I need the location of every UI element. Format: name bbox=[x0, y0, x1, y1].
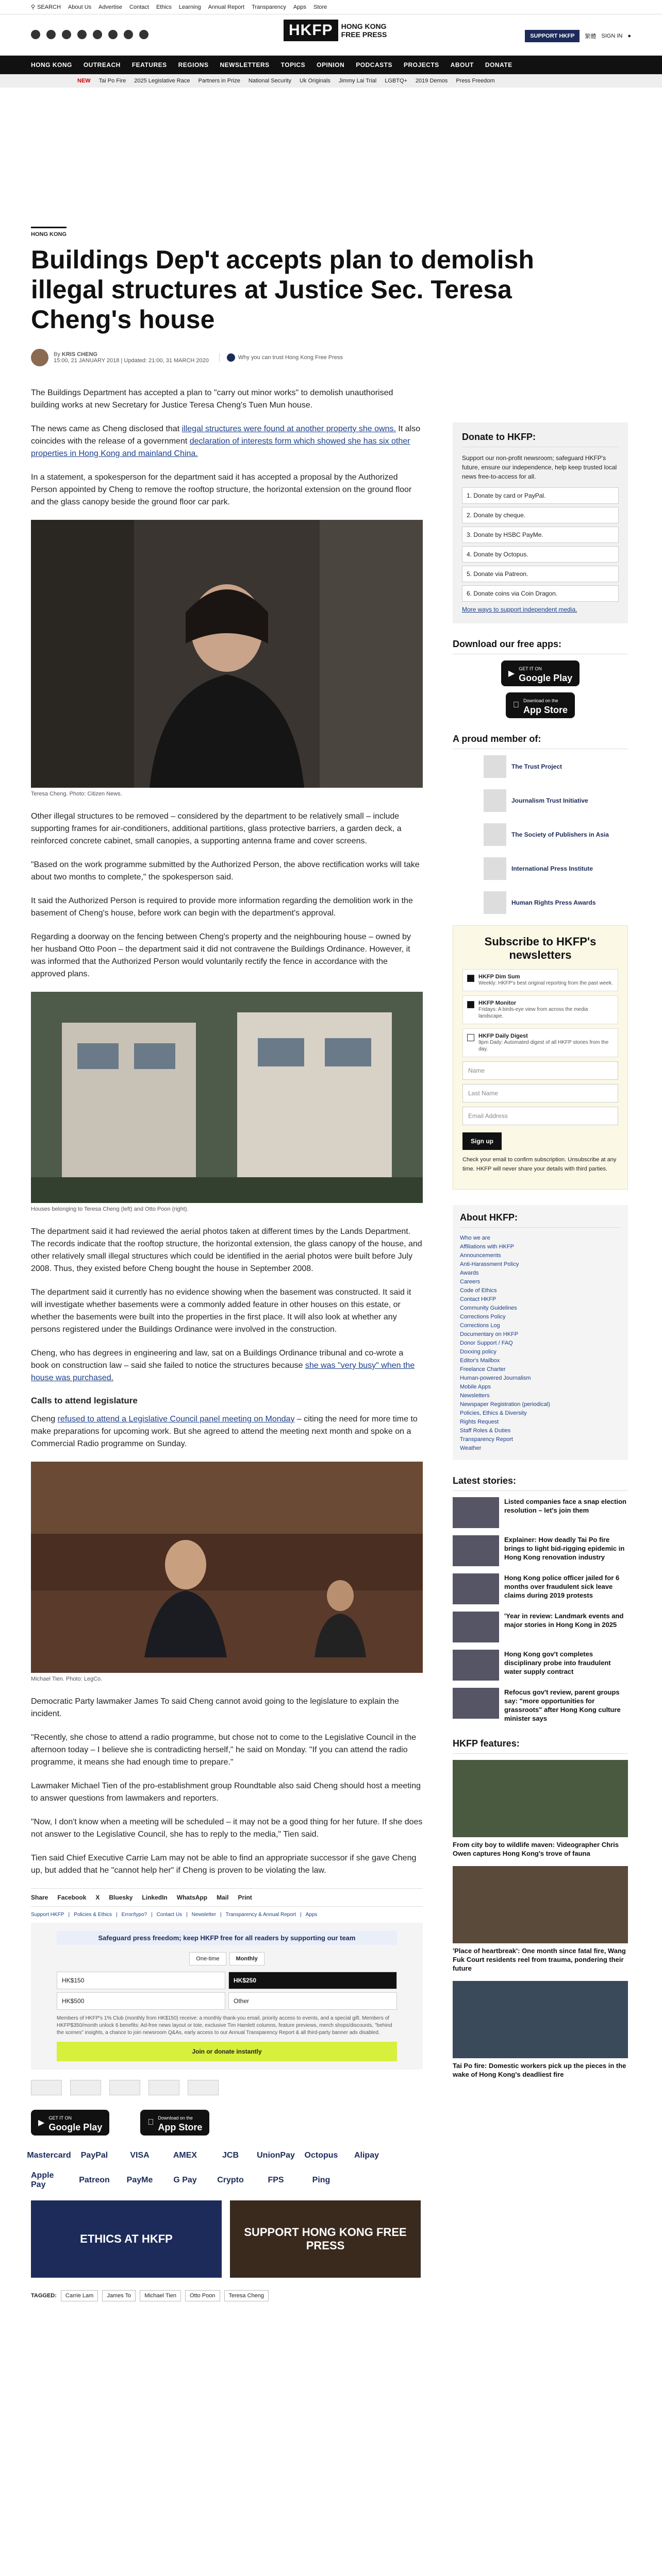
app-store-button[interactable]: Download on the App Store bbox=[506, 692, 575, 718]
share-linkedin-button[interactable]: LinkedIn bbox=[142, 1894, 168, 1901]
donate-description: Support our non-profit newsroom; safeguard HKFP's future, ensure our independence, help keep trusted local news free-to-access for all. bbox=[462, 454, 617, 480]
tab-one-time[interactable]: One-time bbox=[189, 1952, 226, 1965]
amount-option-other[interactable]: Other bbox=[228, 1992, 397, 2010]
trending-link[interactable]: National Security bbox=[248, 78, 291, 84]
about-link[interactable]: Mobile Apps bbox=[460, 1384, 491, 1390]
newsletter-link[interactable]: Newsletter bbox=[191, 1912, 217, 1918]
feature-title[interactable]: Tai Po fire: Domestic workers pick up the pieces in the wake of Hong Kong's deadliest fire bbox=[453, 2062, 626, 2078]
payment-methods bbox=[27, 2148, 423, 2189]
jti-logo[interactable] bbox=[70, 2080, 101, 2095]
about-link[interactable]: Corrections Log bbox=[460, 1323, 500, 1329]
telegram-icon[interactable] bbox=[124, 30, 133, 39]
author-name[interactable]: KRIS CHENG bbox=[61, 351, 97, 358]
donate-note: Members of HKFP's 1% Club (monthly from HK$150) receive: a monthly thank-you email, priority access to events, and a special gift. Members of HKFP$350/month unlock 6 benefits: Ad-free news layout or tote, exclusive Tim Hamlett columns, feature previews, merch shops/discounts, "behind the scenes" insights, a chance to join newsroom Q&As, early access to our Annual Transparency Report & all third-party banner ads disabled. bbox=[57, 2015, 392, 2036]
nav-item[interactable]: TOPICS bbox=[280, 61, 306, 69]
topbar-link[interactable]: Ethics bbox=[156, 4, 172, 10]
payment-logo: Alipay bbox=[354, 2151, 379, 2160]
photo-caption: Teresa Cheng. Photo: Citizen News. bbox=[31, 791, 122, 797]
sidebar-heading: Latest stories: bbox=[453, 1476, 628, 1491]
support-link[interactable]: Support HKFP bbox=[31, 1912, 64, 1918]
contact-link[interactable]: Contact Us bbox=[156, 1912, 183, 1918]
hrpa-logo[interactable] bbox=[188, 2080, 219, 2095]
amount-option[interactable]: HK$500 bbox=[57, 1992, 225, 2010]
about-link[interactable]: Community Guidelines bbox=[460, 1305, 517, 1311]
about-link[interactable]: Affiliations with HKFP bbox=[460, 1244, 514, 1250]
join-donate-button[interactable]: Join or donate instantly bbox=[57, 2042, 397, 2061]
payment-logo: PayPal bbox=[80, 2151, 108, 2160]
sidebar-heading: Donate to HKFP: bbox=[462, 432, 619, 447]
feature-image[interactable] bbox=[453, 1760, 628, 1837]
more-ways-link[interactable]: More ways to support independent media. bbox=[462, 606, 577, 613]
story-thumbnail bbox=[453, 1612, 499, 1642]
sign-up-button[interactable]: Sign up bbox=[462, 1132, 502, 1150]
section-heading: Calls to attend legislature bbox=[31, 1396, 138, 1405]
share-x-button[interactable]: X bbox=[95, 1894, 100, 1901]
payment-logo: JCB bbox=[222, 2151, 239, 2160]
member-org[interactable]: Journalism Trust Initiative bbox=[453, 789, 628, 812]
nav-item[interactable]: NEWSLETTERS bbox=[220, 61, 270, 69]
sidebar-store-buttons bbox=[453, 660, 628, 718]
logo-mark: HKFP bbox=[284, 20, 338, 41]
ethics-banner[interactable]: ETHICS AT HKFP bbox=[31, 2200, 222, 2278]
org-logo bbox=[484, 823, 506, 846]
trending-link[interactable]: 2019 Demos bbox=[415, 78, 448, 84]
paragraph: Regarding a doorway on the fencing between Cheng's property and the neighbouring house – owned by her husband Otto Poon – the department said it did not contravene the Buildings Ordinance. However, it was informed that the Authorized Person would voluntarily rectify the fence in accordance with the approved plans. bbox=[31, 933, 411, 978]
photo-caption: Houses belonging to Teresa Cheng (left) and Otto Poon (right). bbox=[31, 1206, 189, 1212]
about-link[interactable]: Weather bbox=[460, 1445, 482, 1451]
play-icon: ▶ bbox=[508, 669, 515, 678]
about-link[interactable]: Staff Roles & Duties bbox=[460, 1428, 511, 1434]
byline-text: By KRIS CHENG 15:00, 21 JANUARY 2018 | Updated: 21:00, 31 MARCH 2020 bbox=[54, 351, 209, 364]
trending-link[interactable]: Press Freedom bbox=[456, 78, 495, 84]
topbar-link[interactable]: Apps bbox=[293, 4, 306, 10]
checkbox[interactable] bbox=[467, 1034, 474, 1041]
topbar-link[interactable]: About Us bbox=[68, 4, 92, 10]
trending-link[interactable]: LGBTQ+ bbox=[385, 78, 407, 84]
donate-option[interactable]: 4. Donate by Octopus. bbox=[462, 546, 619, 563]
about-link[interactable]: Documentary on HKFP bbox=[460, 1331, 519, 1337]
tag[interactable]: Otto Poon bbox=[185, 2290, 220, 2301]
play-icon: ▶ bbox=[38, 2119, 45, 2127]
org-logo bbox=[484, 789, 506, 812]
paragraph: In a statement, a spokesperson for the department said it has accepted a proposal by the Authorized Person appointed by Cheng to remove the rooftop structure, the horizontal extension on the ground floor and the glass canopy beside the ground floor car park. bbox=[31, 473, 412, 506]
story-item[interactable]: Hong Kong police officer jailed for 6 months over fraudulent sick leave claims during 2019 protests bbox=[453, 1573, 628, 1604]
about-link[interactable]: Editor's Mailbox bbox=[460, 1358, 500, 1364]
updated-date: Updated: 21:00, 31 MARCH 2020 bbox=[124, 358, 209, 364]
paragraph: "Now, I don't know when a meeting will be scheduled – it may not be a good thing for her future. If she does not answer to the Legislative Council, she has to reply to the media," Tien said. bbox=[31, 1818, 423, 1839]
paragraph: The Buildings Department has accepted a plan to "carry out minor works" to demolish unauthorised building works at new Secretary for Justice Teresa Cheng's Tuen Mun house. bbox=[31, 388, 393, 410]
apps-link[interactable]: Apps bbox=[305, 1912, 318, 1918]
inline-link[interactable]: illegal structures were found at another property she owns. bbox=[181, 425, 396, 433]
policies-link[interactable]: Policies & Ethics bbox=[74, 1912, 112, 1918]
features-panel bbox=[453, 1738, 628, 2079]
tag-list bbox=[31, 2290, 423, 2301]
about-link[interactable]: Careers bbox=[460, 1279, 481, 1285]
topbar-link[interactable]: Store bbox=[313, 4, 327, 10]
tag[interactable]: Michael Tien bbox=[140, 2290, 181, 2301]
top-utility-bar bbox=[0, 0, 662, 14]
about-link[interactable]: Announcements bbox=[460, 1252, 501, 1259]
photo-houses bbox=[31, 992, 423, 1203]
trending-link[interactable]: Tai Po Fire bbox=[98, 78, 126, 84]
payment-logo: Crypto bbox=[217, 2176, 244, 2184]
about-link[interactable]: Anti-Harassment Policy bbox=[460, 1261, 519, 1267]
donate-header: Safeguard press freedom; keep HKFP free for all readers by supporting our team bbox=[57, 1931, 397, 1945]
newsletter-option[interactable]: HKFP Monitor Fridays: A birds-eye view from across the media landscape. bbox=[462, 995, 618, 1024]
language-switch[interactable]: 繁體 bbox=[585, 33, 597, 40]
about-link[interactable]: Contact HKFP bbox=[460, 1296, 496, 1302]
trending-link[interactable]: 2025 Legislative Race bbox=[134, 78, 190, 84]
story-item[interactable]: Hong Kong gov't completes disciplinary probe into fraudulent water supply contract bbox=[453, 1650, 628, 1681]
payment-logo: VISA bbox=[130, 2151, 150, 2160]
paragraph: "Based on the work programme submitted by the Authorized Person, the above rectification works will take about two months to complete," the spokesperson said. bbox=[31, 860, 420, 882]
sidebar bbox=[453, 422, 628, 2087]
about-link[interactable]: Newspaper Registration (periodical) bbox=[460, 1401, 550, 1408]
payment-logo: Octopus bbox=[304, 2151, 338, 2160]
newsletter-title: Subscribe to HKFP's newsletters bbox=[484, 935, 597, 961]
sign-in-link[interactable]: SIGN IN bbox=[601, 33, 623, 39]
sidebar-heading: A proud member of: bbox=[453, 734, 628, 749]
email-field[interactable]: Email Address bbox=[462, 1107, 618, 1125]
about-link[interactable]: Awards bbox=[460, 1270, 479, 1276]
youtube-icon[interactable] bbox=[77, 30, 87, 39]
sidebar-heading: Download our free apps: bbox=[453, 639, 628, 654]
donate-option[interactable]: 3. Donate by HSBC PayMe. bbox=[462, 527, 619, 543]
paragraph: Tien said Chief Executive Carrie Lam may not be able to find an appropriate successor if she gave Cheng up, but added that he "cannot help her" if Cheng is proven to be violating the law. bbox=[31, 1854, 417, 1875]
payment-logo: Mastercard bbox=[27, 2151, 71, 2160]
donate-panel bbox=[453, 422, 628, 623]
rss-icon[interactable] bbox=[139, 30, 148, 39]
donate-widget bbox=[31, 1923, 423, 2070]
member-panel bbox=[453, 734, 628, 914]
donate-option[interactable]: 5. Donate via Patreon. bbox=[462, 566, 619, 582]
trending-link[interactable]: Jimmy Lai Trial bbox=[338, 78, 377, 84]
share-bluesky-button[interactable]: Bluesky bbox=[109, 1894, 133, 1901]
nav-item[interactable]: DONATE bbox=[485, 61, 512, 69]
sidebar-heading: HKFP features: bbox=[453, 1738, 628, 1754]
donate-option[interactable]: 2. Donate by cheque. bbox=[462, 507, 619, 523]
paragraph: "Recently, she chose to attend a radio programme, but chose not to come to the Legislative Council in the afternoon today – I believe she is contradicting herself," he said on Monday. "If you can attend the radio programme, it means she had enough time to prepare." bbox=[31, 1733, 417, 1767]
paragraph: It said the Authorized Person is required to provide more information regarding the demolition work in the basement of Cheng's house, before work can begin with the department's approval. bbox=[31, 896, 413, 918]
photo-teresa-cheng bbox=[31, 520, 423, 788]
paragraph: Lawmaker Michael Tien of the pro-establishment group Roundtable also said Cheng should host a meeting to answer questions from lawmakers and reporters. bbox=[31, 1782, 421, 1803]
nav-item[interactable]: ABOUT bbox=[450, 61, 474, 69]
linkedin-icon[interactable] bbox=[93, 30, 102, 39]
facebook-icon[interactable] bbox=[31, 30, 40, 39]
header-actions bbox=[525, 30, 631, 42]
tag[interactable]: James To bbox=[102, 2290, 136, 2301]
search-link[interactable]: ⚲ SEARCH bbox=[31, 4, 61, 10]
checkbox[interactable] bbox=[467, 1001, 474, 1008]
user-icon[interactable]: ● bbox=[627, 33, 631, 39]
app-store-buttons bbox=[31, 2110, 423, 2136]
google-play-button[interactable]: ▶ GET IT ON Google Play bbox=[501, 660, 580, 686]
nav-item[interactable]: OPINION bbox=[317, 61, 345, 69]
payment-logo: UnionPay bbox=[257, 2151, 295, 2160]
google-play-button[interactable]: ▶ GET IT ON Google Play bbox=[31, 2110, 109, 2136]
newsletter-signup bbox=[453, 925, 628, 1190]
about-links bbox=[460, 1234, 621, 1453]
paragraph: Democratic Party lawmaker James To said Cheng cannot avoid going to the legislature to explain the incident. bbox=[31, 1697, 399, 1718]
byline bbox=[31, 349, 423, 366]
author-avatar bbox=[31, 349, 48, 366]
share-facebook-button[interactable]: Facebook bbox=[57, 1894, 87, 1901]
about-link[interactable]: Who we are bbox=[460, 1235, 490, 1241]
story-item[interactable]: 'Year in review: Landmark events and major stories in Hong Kong in 2025 bbox=[453, 1612, 628, 1642]
about-link[interactable]: Donor Support / FAQ bbox=[460, 1340, 513, 1346]
share-mail-button[interactable]: Mail bbox=[217, 1894, 229, 1901]
payment-logo: Patreon bbox=[79, 2176, 110, 2184]
app-store-button[interactable]: Download on the App Store bbox=[140, 2110, 209, 2136]
support-banner[interactable]: SUPPORT HONG KONG FREE PRESS bbox=[230, 2200, 421, 2278]
tagged-label: TAGGED: bbox=[31, 2293, 57, 2299]
topbar-link[interactable]: Contact bbox=[129, 4, 149, 10]
new-badge: NEW bbox=[77, 78, 91, 84]
member-org[interactable]: The Society of Publishers in Asia bbox=[453, 823, 628, 846]
trust-link[interactable]: Why you can trust Hong Kong Free Press bbox=[219, 353, 343, 362]
photo-illustration bbox=[31, 1462, 423, 1673]
nav-item[interactable]: PROJECTS bbox=[403, 61, 439, 69]
story-item[interactable]: Listed companies face a snap election resolution – let's join them bbox=[453, 1497, 628, 1528]
social-icons bbox=[31, 30, 148, 39]
payment-logo: Ping bbox=[312, 2176, 330, 2184]
article-category[interactable]: HONG KONG bbox=[31, 227, 67, 238]
topbar-link[interactable]: Advertise bbox=[98, 4, 123, 10]
latest-stories bbox=[453, 1476, 628, 1723]
nav-item[interactable]: FEATURES bbox=[131, 61, 167, 69]
trust-icon bbox=[227, 353, 235, 362]
transparency-link[interactable]: Transparency & Annual Report bbox=[225, 1912, 296, 1918]
org-logo bbox=[484, 755, 506, 778]
ipi-logo[interactable] bbox=[109, 2080, 140, 2095]
about-link[interactable]: Code of Ethics bbox=[460, 1287, 497, 1294]
search-icon: ⚲ bbox=[31, 4, 36, 10]
story-thumbnail bbox=[453, 1688, 499, 1719]
nav-item[interactable]: OUTREACH bbox=[83, 61, 121, 69]
donate-amounts bbox=[57, 1972, 397, 2010]
amount-option-selected[interactable]: HK$250 bbox=[228, 1972, 397, 1989]
paragraph: The department said it currently has no evidence showing when the basement was constructed. It said it will investigate whether basements were a commonly added feature in other houses on this estate, or whether the basements were built into the properties in the first place. It will also look at whether any persons registered under the Buildings Ordinance were involved in the construction. bbox=[31, 1288, 411, 1334]
feature-title[interactable]: 'Place of heartbreak': One month since fatal fire, Wang Fuk Court residents reel from trauma, pondering their future bbox=[453, 1947, 626, 1972]
paragraph: Cheng refused to attend a Legislative Council panel meeting on Monday – citing the need for more time to make preparations for upcoming work. But she agreed to attend the meeting next month and spoke on a Commercial Radio programme on Sunday. bbox=[31, 1415, 418, 1448]
share-whatsapp-button[interactable]: WhatsApp bbox=[176, 1894, 208, 1901]
payment-logo: AMEX bbox=[173, 2151, 197, 2160]
publish-date: 15:00, 21 JANUARY 2018 bbox=[54, 358, 120, 364]
promo-banners bbox=[31, 2200, 423, 2278]
about-link[interactable]: Newsletters bbox=[460, 1393, 490, 1399]
print-button[interactable]: Print bbox=[238, 1894, 252, 1901]
photo-michael-tien bbox=[31, 1462, 423, 1673]
partner-logos bbox=[31, 2080, 423, 2095]
about-link[interactable]: Corrections Policy bbox=[460, 1314, 506, 1320]
sopa-logo[interactable] bbox=[148, 2080, 179, 2095]
paragraph: Cheng, who has degrees in engineering and law, sat on a Buildings Ordinance tribunal and co-wrote a book on construction law – said she failed to notice the structures because she was "very busy" when the house was purchased. bbox=[31, 1349, 415, 1382]
checkbox[interactable] bbox=[467, 975, 474, 982]
share-bar bbox=[31, 1888, 423, 1907]
tab-monthly[interactable]: Monthly bbox=[229, 1952, 264, 1965]
about-panel bbox=[453, 1205, 628, 1460]
topbar-link[interactable]: Learning bbox=[178, 4, 201, 10]
trending-bar bbox=[0, 74, 662, 88]
member-org[interactable]: International Press Institute bbox=[453, 857, 628, 880]
threads-icon[interactable] bbox=[108, 30, 118, 39]
paragraph: Other illegal structures to be removed – considered by the department to be relatively small – include supporting frames for air-conditioners, additional partitions, glass protective barriers, a garden deck, a reinforced concrete cabinet, small canopies, a supporting antenna frame and cover screens. bbox=[31, 812, 402, 845]
nav-item[interactable]: HONG KONG bbox=[31, 61, 72, 69]
photo-caption: Michael Tien. Photo: LegCo. bbox=[31, 1676, 103, 1682]
story-thumbnail bbox=[453, 1573, 499, 1604]
inline-link[interactable]: declaration of interests form which showed she has six other properties in Hong Kong and mainland China. bbox=[31, 437, 410, 458]
sidebar-heading: About HKFP: bbox=[460, 1212, 621, 1228]
feature-image[interactable] bbox=[453, 1866, 628, 1943]
tag[interactable]: Carrie Lam bbox=[61, 2290, 98, 2301]
amount-option[interactable]: HK$150 bbox=[57, 1972, 225, 1989]
footer-article-links: Support HKFP | Policies & Ethics | Error/typo? | Contact Us | Newsletter | Transparency & Annual Report | Apps bbox=[31, 1912, 318, 1918]
photo-illustration bbox=[31, 520, 423, 788]
newsletter-note: Check your email to confirm subscription. Unsubscribe at any time. HKFP will never share your details with third parties. bbox=[462, 1157, 617, 1172]
story-item[interactable]: Refocus gov't review, parent groups say: "more opportunities for grassroots" after Hong Kong culture minister says bbox=[453, 1688, 628, 1723]
story-item[interactable]: Explainer: How deadly Tai Po fire brings to light bid-rigging epidemic in Hong Kong renovation industry bbox=[453, 1535, 628, 1566]
payment-logo: FPS bbox=[268, 2176, 284, 2184]
topbar-link[interactable]: Transparency bbox=[252, 4, 286, 10]
about-link[interactable]: Rights Request bbox=[460, 1419, 499, 1425]
last-name-field[interactable]: Last Name bbox=[462, 1084, 618, 1103]
paragraph: The news came as Cheng disclosed that illegal structures were found at another property she owns. It also coincides with the release of a government declaration of interests form which showed she has six other properties in Hong Kong and mainland China. bbox=[31, 425, 421, 458]
nav-item[interactable]: PODCASTS bbox=[356, 61, 392, 69]
trust-project-logo[interactable] bbox=[31, 2080, 62, 2095]
masthead bbox=[0, 14, 662, 56]
share-label: Share bbox=[31, 1894, 48, 1901]
payment-logo: Apple Pay bbox=[31, 2171, 54, 2189]
newsletter-option[interactable]: HKFP Daily Digest 9pm Daily: Automated digest of all HKFP stories from the day. bbox=[462, 1028, 618, 1057]
apple-icon bbox=[513, 701, 519, 710]
paragraph: The department said it had reviewed the aerial photos taken at different times by the Lands Department. The records indicate that the rooftop structure, the horizontal extension, the glass canopy of the house, and other relatively small illegal structures which could be identified in the aerial photos were built before July 2008. Thus, they existed before Cheng bought the house in September 2008. bbox=[31, 1227, 422, 1273]
donate-option[interactable]: 6. Donate coins via Coin Dragon. bbox=[462, 585, 619, 602]
tag[interactable]: Teresa Cheng bbox=[224, 2290, 269, 2301]
error-link[interactable]: Error/typo? bbox=[121, 1912, 147, 1918]
story-thumbnail bbox=[453, 1535, 499, 1566]
about-link[interactable]: Policies, Ethics & Diversity bbox=[460, 1410, 527, 1416]
support-hkfp-button[interactable]: SUPPORT HKFP bbox=[525, 30, 580, 42]
hkfp-logo[interactable] bbox=[284, 20, 387, 41]
payment-logo: G Pay bbox=[173, 2176, 197, 2184]
logo-text: HONG KONG FREE PRESS bbox=[341, 22, 387, 39]
member-org[interactable]: The Trust Project bbox=[453, 755, 628, 778]
photo-illustration bbox=[31, 992, 423, 1203]
trending-link[interactable]: Uk Originals bbox=[299, 78, 330, 84]
payment-logo: PayMe bbox=[126, 2176, 153, 2184]
feature-title[interactable]: From city boy to wildlife maven: Videographer Chris Owen captures Hong Kong's trove of fauna bbox=[453, 1841, 619, 1857]
main-nav bbox=[0, 56, 662, 74]
inline-link[interactable]: she was "very busy" when the house was purchased. bbox=[31, 1361, 415, 1382]
donate-option[interactable]: 1. Donate by card or PayPal. bbox=[462, 487, 619, 504]
about-link[interactable]: Transparency Report bbox=[460, 1436, 513, 1443]
org-logo bbox=[484, 857, 506, 880]
inline-link[interactable]: refused to attend a Legislative Council panel meeting on Monday bbox=[57, 1415, 295, 1423]
about-link[interactable]: Human-powered Journalism bbox=[460, 1375, 531, 1381]
story-thumbnail bbox=[453, 1497, 499, 1528]
apple-icon bbox=[147, 2118, 154, 2127]
first-name-field[interactable]: Name bbox=[462, 1061, 618, 1080]
topbar-link[interactable]: Annual Report bbox=[208, 4, 245, 10]
org-logo bbox=[484, 891, 506, 914]
instagram-icon[interactable] bbox=[62, 30, 71, 39]
article-title: Buildings Dep't accepts plan to demolish illegal structures at Justice Sec. Teresa Cheng's house bbox=[31, 245, 534, 334]
feature-image[interactable] bbox=[453, 1981, 628, 2058]
about-link[interactable]: Freelance Charter bbox=[460, 1366, 506, 1372]
apps-panel bbox=[453, 639, 628, 718]
story-thumbnail bbox=[453, 1650, 499, 1681]
about-link[interactable]: Doxxing policy bbox=[460, 1349, 496, 1355]
nav-item[interactable]: REGIONS bbox=[178, 61, 209, 69]
newsletter-option[interactable]: HKFP Dim Sum Weekly: HKFP's best original reporting from the past week. bbox=[462, 969, 618, 991]
member-org[interactable]: Human Rights Press Awards bbox=[453, 891, 628, 914]
x-icon[interactable] bbox=[46, 30, 56, 39]
donate-tabs bbox=[57, 1952, 397, 1965]
trending-link[interactable]: Partners in Prize bbox=[198, 78, 240, 84]
